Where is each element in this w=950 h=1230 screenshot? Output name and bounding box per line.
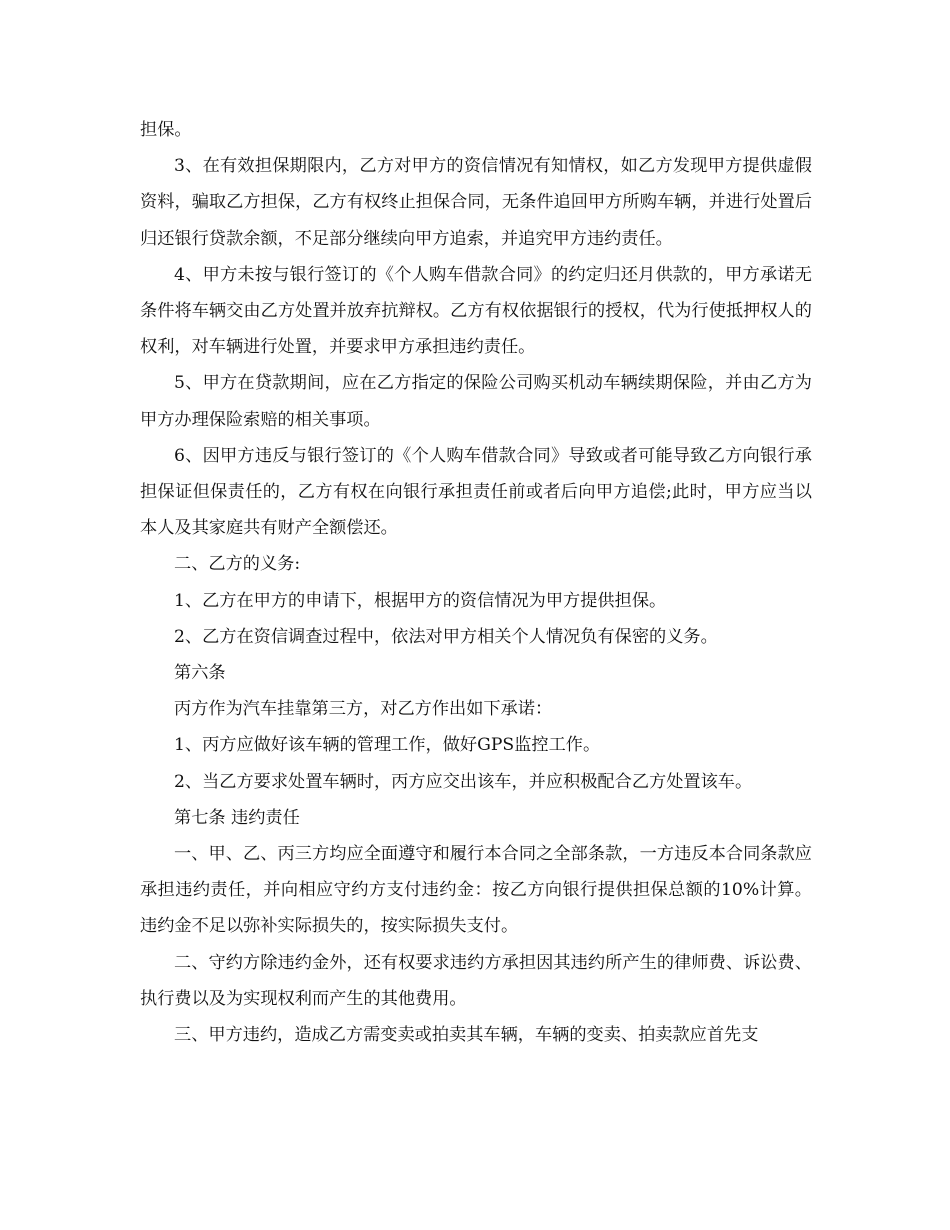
paragraph-breach-2: 二、守约方除违约金外，还有权要求违约方承担因其违约所产生的律师费、诉讼费、执行费以及为实现权利而产生的其他费用。 — [140, 952, 812, 1009]
paragraph-party-c-intro: 丙方作为汽车挂靠第三方，对乙方作出如下承诺： — [174, 699, 553, 720]
paragraph-breach-3: 三、甲方违约，造成乙方需变卖或拍卖其车辆，车辆的变卖、拍卖款应首先支 — [174, 1025, 759, 1046]
paragraph-clause-4: 4、甲方未按与银行签订的《个人购车借款合同》的约定归还月供款的，甲方承诺无条件将车辆交由乙方处置并放弃抗辩权。乙方有权依据银行的授权，代为行使抵押权人的权利，对车辆进行处置，并要求甲方承担违约责任。 — [140, 264, 812, 358]
paragraph-party-c-2: 2、当乙方要求处置车辆时，丙方应交出该车，并应积极配合乙方处置该车。 — [174, 771, 753, 792]
section-heading-party-b-obligations: 二、乙方的义务: — [174, 554, 301, 575]
paragraph-party-b-2: 2、乙方在资信调查过程中，依法对甲方相关个人情况负有保密的义务。 — [174, 626, 718, 647]
paragraph-party-c-1: 1、丙方应做好该车辆的管理工作，做好GPS监控工作。 — [174, 735, 601, 756]
article-heading-6: 第六条 — [174, 663, 226, 684]
paragraph-clause-5: 5、甲方在贷款期间，应在乙方指定的保险公司购买机动车辆续期保险，并由乙方为甲方办理保险索赔的相关事项。 — [140, 373, 812, 430]
article-heading-7: 第七条 违约责任 — [174, 807, 300, 828]
paragraph-breach-1: 一、甲、乙、丙三方均应全面遵守和履行本合同之全部条款，一方违反本合同条款应承担违约责任，并向相应守约方支付违约金：按乙方向银行提供担保总额的10%计算。违约金不足以弥补实际损失的，按实际损失支付。 — [140, 844, 812, 937]
document-page — [140, 112, 812, 1053]
paragraph-continuation: 担保。 — [140, 120, 192, 140]
paragraph-clause-3: 3、在有效担保期限内，乙方对甲方的资信情况有知情权，如乙方发现甲方提供虚假资料，骗取乙方担保，乙方有权终止担保合同，无条件追回甲方所购车辆，并进行处置后归还银行贷款余额，不足部分继续向甲方追索，并追究甲方违约责任。 — [140, 156, 812, 249]
paragraph-party-b-1: 1、乙方在甲方的申请下，根据甲方的资信情况为甲方提供担保。 — [174, 590, 667, 611]
paragraph-clause-6: 6、因甲方违反与银行签订的《个人购车借款合同》导致或者可能导致乙方向银行承担保证但保责任的，乙方有权在向银行承担责任前或者后向甲方追偿;此时，甲方应当以本人及其家庭共有财产全额偿还。 — [140, 445, 812, 539]
